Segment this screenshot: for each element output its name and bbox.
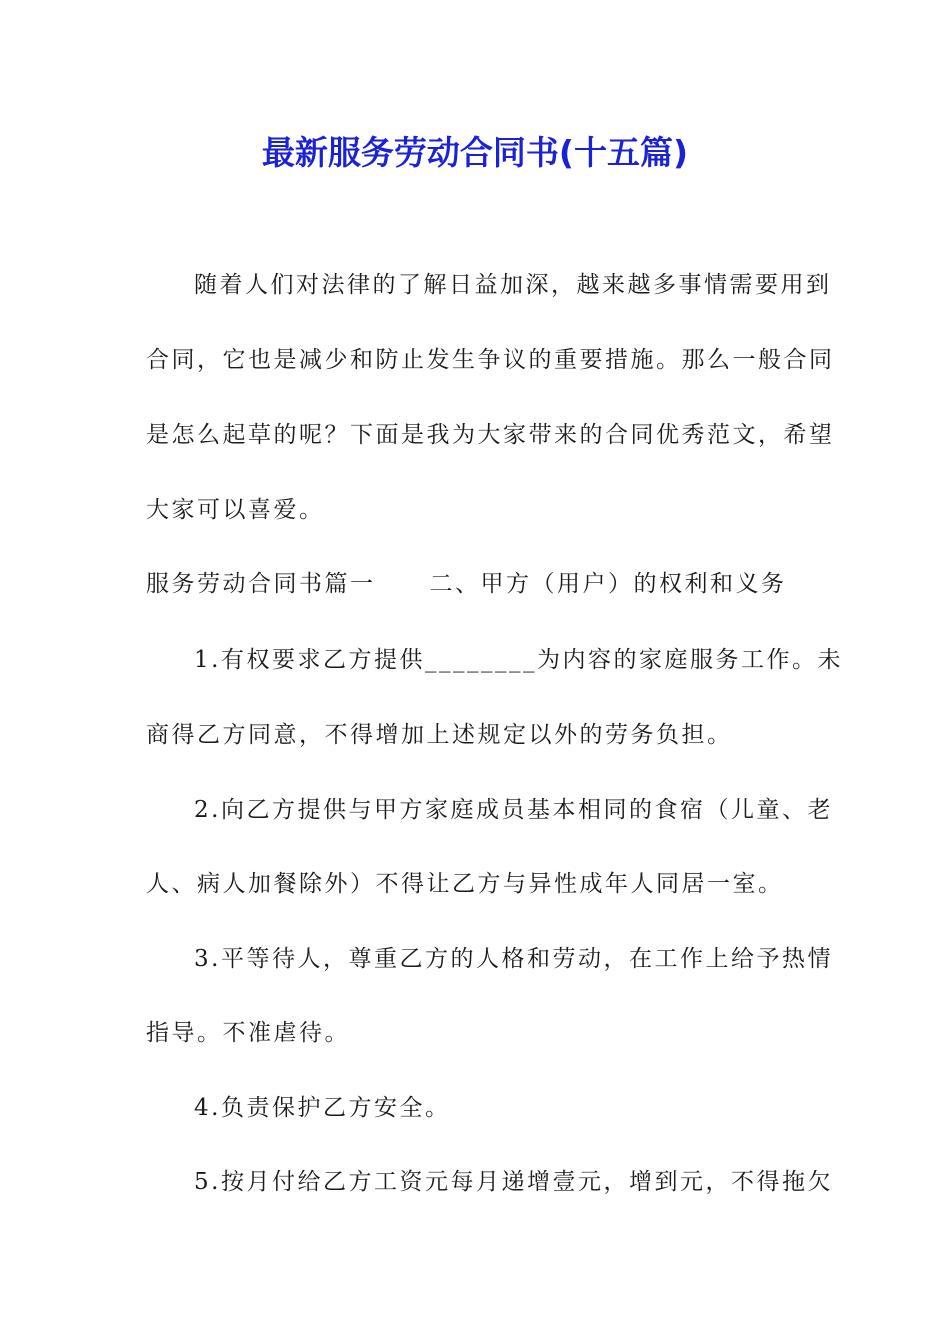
subsection-heading: 二、甲方（用户）的权利和义务 [429, 571, 787, 597]
paragraph-line: 大家可以喜爱。 [146, 497, 325, 523]
clause-line: 商得乙方同意，不得增加上述规定以外的劳务负担。 [146, 722, 733, 748]
clause-line: 指导。不准虐待。 [146, 1020, 350, 1046]
clause-line: 1.有权要求乙方提供________为内容的家庭服务工作。未 [194, 647, 843, 673]
clause-line: 5.按月付给乙方工资元每月递增壹元，增到元，不得拖欠 [194, 1169, 833, 1195]
clause-line: 人、病人加餐除外）不得让乙方与异性成年人同居一室。 [146, 871, 784, 897]
clause-line: 4.负责保护乙方安全。 [194, 1095, 451, 1121]
paragraph-line: 合同，它也是减少和防止发生争议的重要措施。那么一般合同 [146, 347, 835, 373]
clause-line: 2.向乙方提供与甲方家庭成员基本相同的食宿（儿童、老 [194, 797, 833, 823]
paragraph-line: 随着人们对法律的了解日益加深，越来越多事情需要用到 [194, 272, 832, 298]
paragraph-line: 是怎么起草的呢？下面是我为大家带来的合同优秀范文，希望 [146, 422, 835, 448]
document-title: 最新服务劳动合同书(十五篇) [261, 133, 689, 172]
section-heading: 服务劳动合同书篇一 [146, 571, 376, 597]
section-heading-line [146, 564, 787, 604]
clause-line: 3.平等待人，尊重乙方的人格和劳动，在工作上给予热情 [194, 946, 833, 972]
